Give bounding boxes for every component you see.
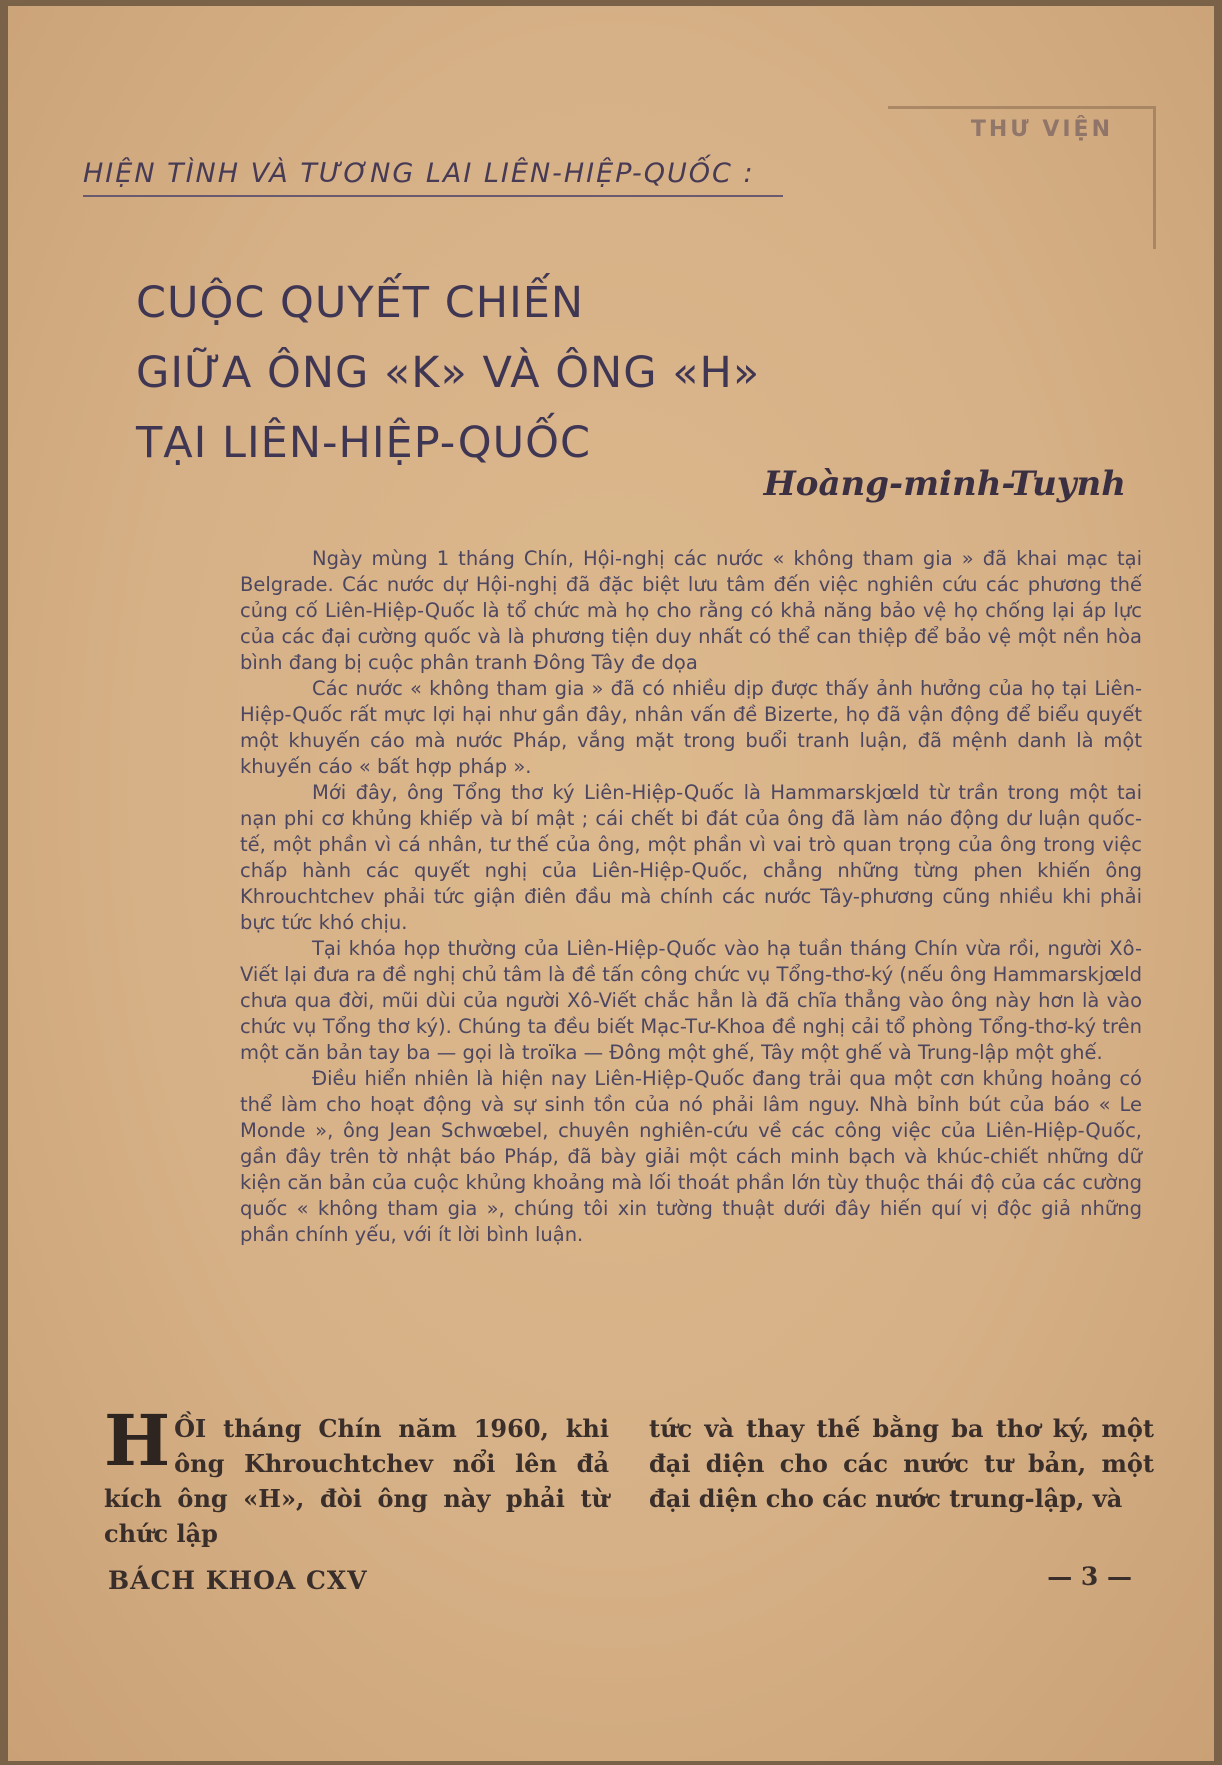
publication-name: BÁCH KHOA CXV: [108, 1566, 368, 1595]
intro-paragraph: Các nước « không tham gia » đã có nhiều dịp được thấy ảnh hưởng của họ tại Liên-Hiệp-Quốc rất mực lợi hại như gần đây, nhân vấn đề Bizerte, họ đã vận động để biểu quyết một khuyến cáo mà nước Pháp, vắng mặt trong buổi tranh luận, đã mệnh danh là một khuyến cáo « bất hợp pháp ».: [240, 677, 1142, 778]
library-stamp: [888, 106, 1156, 249]
title-line: TẠI LIÊN-HIỆP-QUỐC: [136, 418, 591, 468]
title-line: GIỮA ÔNG «K» VÀ ÔNG «H»: [136, 348, 761, 398]
body-text: tức và thay thế bằng ba thơ ký, một đại diện cho các nước tư bản, một đại diện cho các nước trung-lập, và: [649, 1414, 1154, 1513]
article-title: [136, 268, 760, 478]
body-text: ỒI tháng Chín năm 1960, khi ông Khrouchtchev nổi lên đả kích ông «H», đòi ông này phải từ chức lập: [104, 1414, 609, 1548]
body-column-left: [104, 1399, 609, 1551]
page-number: — 3 —: [1047, 1562, 1132, 1591]
body-column-right: [649, 1411, 1154, 1551]
stamp-text: THƯ VIỆN: [970, 117, 1113, 142]
author-signature: Hoàng-minh-Tuynh: [763, 464, 1126, 504]
article-intro: [240, 546, 1142, 1248]
intro-paragraph: Điều hiển nhiên là hiện nay Liên-Hiệp-Quốc đang trải qua một cơn khủng hoảng có thể làm cho hoạt động và sự sinh tồn của nó phải lâm nguy. Nhà bỉnh bút của báo « Le Monde », ông Jean Schwœbel, chuyên nghiên-cứu về các công việc của Liên-Hiệp-Quốc, gần đây trên tờ nhật báo Pháp, đã bày giải một cách minh bạch và khúc-chiết những dữ kiện căn bản của cuộc khủng khoảng mà lối thoát phần lớn tùy thuộc thái độ của các cường quốc « không tham gia », chúng tôi xin tường thuật dưới đây hiến quí vị độc giả những phần chính yếu, với ít lời bình luận.: [240, 1067, 1142, 1246]
series-title: HIỆN TÌNH VÀ TƯƠNG LAI LIÊN-HIỆP-QUỐC :: [83, 158, 783, 197]
magazine-page: [8, 6, 1214, 1761]
intro-paragraph: Mới đây, ông Tổng thơ ký Liên-Hiệp-Quốc là Hammarskjœld từ trần trong một tai nạn phi cơ khủng khiếp và bí mật ; cái chết bi đát của ông đã làm náo động dư luận quốc-tế, một phần vì cá nhân, tư thế của ông, một phần vì vai trò quan trọng của ông trong việc chấp hành các quyết nghị của Liên-Hiệp-Quốc, chẳng những từng phen khiến ông Khrouchtchev phải tức giận điên đầu mà chính các nước Tây-phương cũng nhiều khi phải bực tức khó chịu.: [240, 781, 1142, 934]
article-body: [104, 1399, 1154, 1551]
intro-paragraph: Ngày mùng 1 tháng Chín, Hội-nghị các nước « không tham gia » đã khai mạc tại Belgrade. Các nước dự Hội-nghị đã đặc biệt lưu tâm đến việc nghiên cứu các phương thế củng cố Liên-Hiệp-Quốc là tổ chức mà họ cho rằng có khả năng bảo vệ họ chống lại áp lực của các đại cường quốc và là phương tiện duy nhất có thể can thiệp để bảo vệ một nền hòa bình đang bị cuộc phân tranh Đông Tây đe dọa: [240, 547, 1142, 674]
drop-cap: H: [104, 1399, 171, 1482]
title-line: CUỘC QUYẾT CHIẾN: [136, 278, 585, 328]
intro-paragraph: Tại khóa họp thường của Liên-Hiệp-Quốc vào hạ tuần tháng Chín vừa rồi, người Xô-Viết lại đưa ra đề nghị chủ tâm là đề tấn công chức vụ Tổng-thơ-ký (nếu ông Hammarskjœld chưa qua đời, mũi dùi của người Xô-Viết chắc hẳn là đã chĩa thẳng vào ông này hơn là vào chức vụ Tổng thơ ký). Chúng ta đều biết Mạc-Tư-Khoa đề nghị cải tổ phòng Tổng-thơ-ký trên một căn bản tay ba — gọi là troïka — Đông một ghế, Tây một ghế và Trung-lập một ghế.: [240, 937, 1142, 1064]
